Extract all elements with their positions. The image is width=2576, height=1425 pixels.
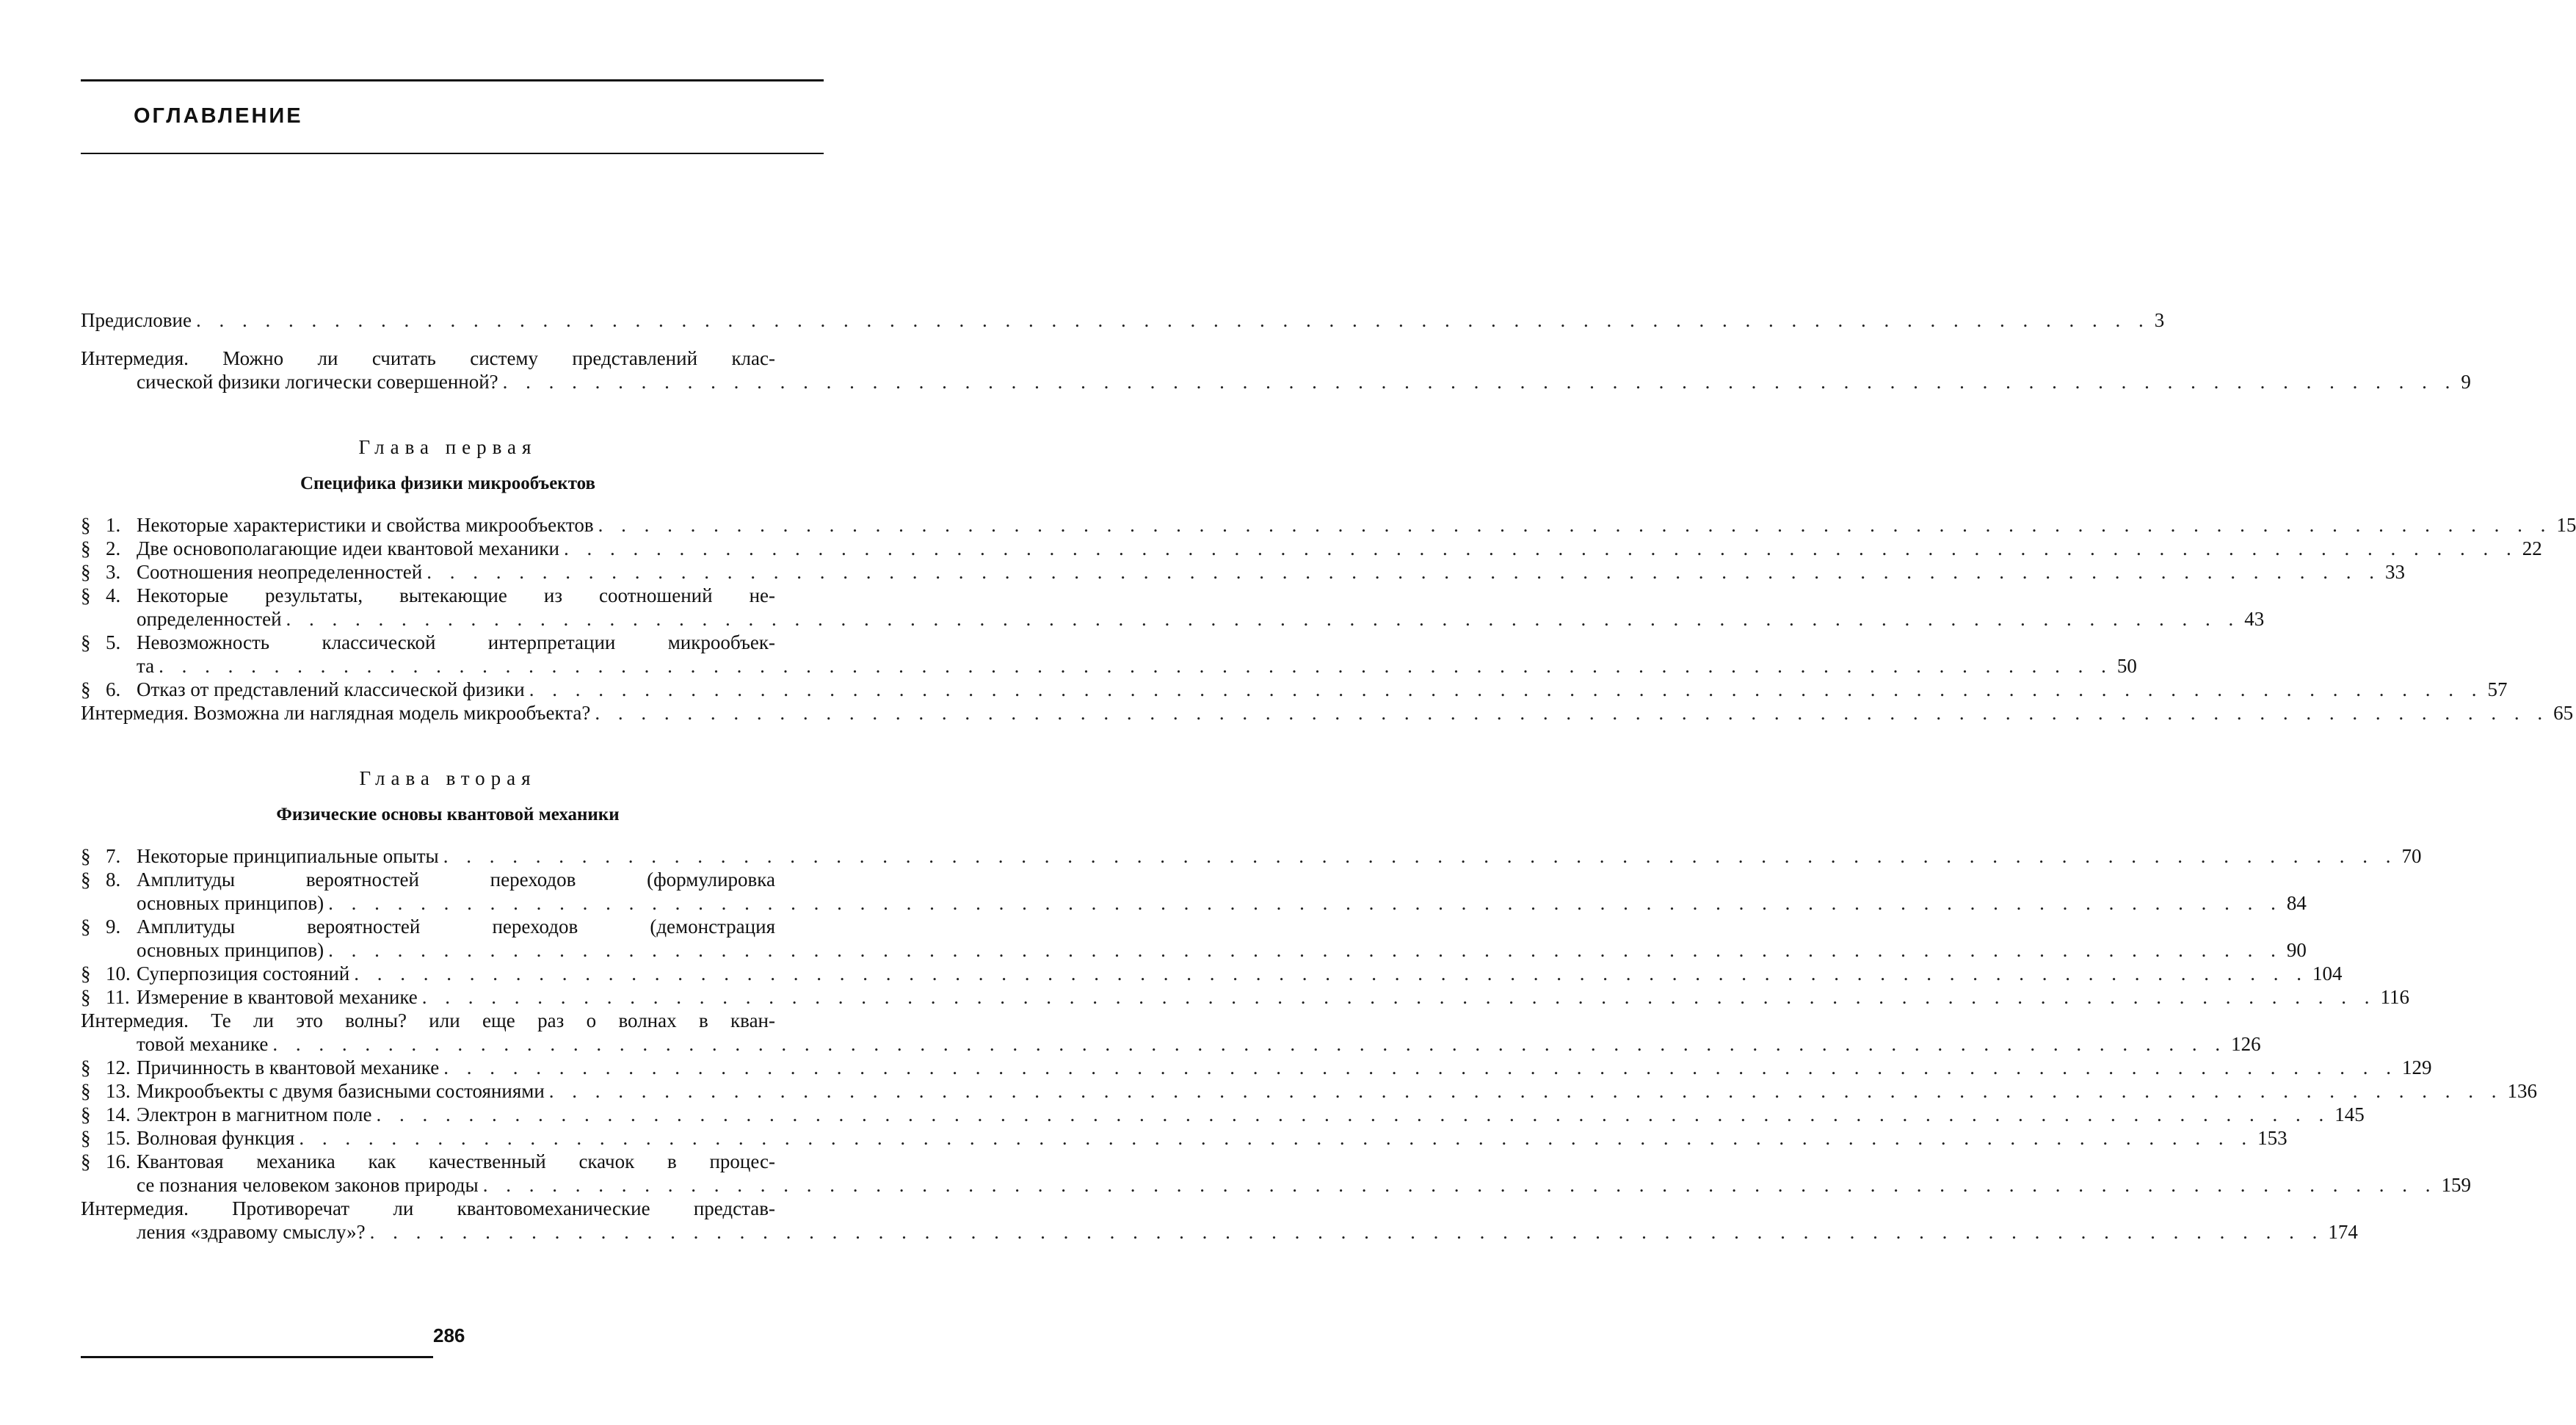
toc-entry — [81, 1197, 2358, 1244]
dot-leader — [159, 654, 2113, 678]
toc-entry-prefix — [81, 1079, 137, 1103]
page-ref: 33 — [2384, 561, 2405, 583]
entry-title-text: Микрообъекты с двумя базисными состояниями — [137, 1080, 545, 1102]
toc-entry-line — [81, 701, 2574, 725]
toc-entry — [81, 1126, 2287, 1150]
chapter-2-list — [81, 844, 2538, 1244]
toc-leader-line — [137, 1103, 2334, 1126]
entry-title-text: Амплитуды вероятностей переходов (формулировка — [137, 869, 775, 891]
toc-entry — [81, 1009, 2261, 1056]
toc-leader-line — [137, 654, 2117, 678]
dot-leader — [529, 678, 2484, 701]
page-ref: 159 — [2441, 1174, 2471, 1196]
toc-entry — [81, 631, 2137, 678]
dot-leader — [427, 560, 2381, 584]
toc-entry-text — [81, 1009, 815, 1032]
page-ref: 84 — [2286, 892, 2307, 914]
toc-entry — [81, 1056, 2432, 1079]
section-sign: § — [81, 584, 91, 606]
toc-entry-prefix — [81, 631, 137, 654]
toc-leader-line — [81, 308, 2155, 332]
toc-entry — [81, 962, 2343, 985]
section-number: 6. — [106, 678, 121, 700]
toc-entry-text — [137, 1150, 815, 1173]
section-number: 16. — [106, 1150, 131, 1172]
toc-entry-line — [81, 654, 2137, 678]
toc-entry-line — [81, 1173, 2471, 1197]
toc-entry — [81, 584, 2265, 631]
toc-entry — [81, 701, 2574, 725]
toc-entry-text — [81, 347, 815, 370]
toc-entry-text — [137, 1103, 2334, 1126]
toc-entry-text — [137, 962, 2312, 985]
toc-entry-line — [81, 915, 815, 938]
toc-entry-text — [137, 915, 815, 938]
page-ref: 3 — [2154, 309, 2165, 331]
entry-title-text: Электрон в магнитном поле — [137, 1103, 372, 1125]
toc-entry-line — [81, 370, 2471, 394]
toc-entry — [81, 985, 2410, 1009]
toc-leader-line — [137, 1079, 2508, 1103]
toc-entry — [81, 1079, 2538, 1103]
toc-entry-text — [137, 513, 2556, 537]
page-ref: 65 — [2553, 702, 2574, 724]
entry-title-text: Две основополагающие идеи квантовой механики — [137, 537, 559, 559]
toc-entry — [81, 678, 2508, 701]
toc-entry — [81, 1103, 2365, 1126]
entry-title-text: Некоторые характеристики и свойства микрообъектов — [137, 514, 594, 536]
chapter-2-title: Физические основы квантовой механики — [276, 805, 620, 824]
section-sign: § — [81, 845, 91, 867]
toc-leader-line — [137, 1032, 2231, 1056]
section-sign: § — [81, 1127, 91, 1149]
section-number: 7. — [106, 845, 121, 867]
toc-entry — [81, 537, 2542, 560]
dot-leader — [422, 985, 2376, 1009]
section-sign: § — [81, 1103, 91, 1125]
dot-leader — [443, 844, 2398, 868]
chapter-1-label: Глава первая — [358, 436, 537, 458]
toc-entry — [81, 915, 2307, 962]
section-sign: § — [81, 537, 91, 559]
toc-entry-line — [81, 584, 815, 607]
dot-leader — [328, 891, 2282, 915]
toc-entry-prefix — [81, 584, 137, 607]
toc-entry-prefix — [81, 1056, 137, 1079]
dot-leader — [443, 1056, 2398, 1079]
entry-title-text: Некоторые принципиальные опыты — [137, 845, 439, 867]
entry-title-text: Соотношения неопределенностей — [137, 561, 423, 583]
toc-entry-line — [81, 1103, 2365, 1126]
section-sign: § — [81, 962, 91, 985]
entry-title-text: сической физики логически совершенной? — [137, 371, 498, 393]
section-sign: § — [81, 1056, 91, 1078]
toc-entry-prefix — [81, 868, 137, 891]
dot-leader — [299, 1126, 2253, 1150]
toc-entry-text — [137, 1079, 2508, 1103]
toc-entry — [81, 308, 2165, 332]
toc-leader-line — [137, 370, 2461, 394]
toc-entry-text — [137, 654, 2117, 678]
toc-entry-text — [137, 584, 815, 607]
section-sign: § — [81, 678, 91, 700]
toc-entry-text — [81, 1197, 815, 1220]
toc-entry — [81, 1150, 2471, 1197]
page-ref: 153 — [2257, 1127, 2287, 1149]
toc-entry-prefix — [81, 962, 137, 985]
toc-leader-line — [137, 962, 2312, 985]
toc-entry-prefix — [81, 537, 137, 560]
toc-entry-prefix — [81, 915, 137, 938]
page-ref: 57 — [2487, 678, 2508, 700]
entry-title-text: Квантовая механика как качественный скачок в процес- — [137, 1150, 775, 1172]
toc-entry-text — [137, 868, 815, 891]
section-sign: § — [81, 1150, 91, 1172]
toc-entry — [81, 513, 2576, 537]
section-sign: § — [81, 561, 91, 583]
section-number: 2. — [106, 537, 121, 559]
toc-entry-text — [137, 1032, 2231, 1056]
toc-entry-line — [81, 678, 2508, 701]
entry-title-text: определенностей — [137, 608, 282, 630]
page-ref: 116 — [2380, 986, 2410, 1008]
top-rule — [81, 79, 824, 81]
dot-leader — [595, 701, 2549, 725]
page-ref: 126 — [2231, 1033, 2261, 1055]
toc-entry-text — [137, 370, 2461, 394]
section-number: 9. — [106, 915, 121, 938]
dot-leader — [483, 1173, 2437, 1197]
section-number: 4. — [106, 584, 121, 606]
entry-title-text: Волновая функция — [137, 1127, 295, 1149]
toc-leader-line — [137, 938, 2287, 962]
toc-entry-prefix — [81, 1150, 137, 1173]
entry-title-text: Интермедия. Те ли это волны? или еще раз о волнах в кван- — [81, 1009, 775, 1031]
toc-entry-prefix — [81, 560, 137, 584]
section-sign: § — [81, 1080, 91, 1102]
toc-entry-line — [81, 1126, 2287, 1150]
page-ref: 50 — [2116, 655, 2137, 677]
dot-leader — [564, 537, 2518, 560]
section-number: 13. — [106, 1080, 131, 1102]
table-of-contents — [81, 308, 2576, 1244]
entry-title-text: Некоторые результаты, вытекающие из соотношений не- — [137, 584, 775, 606]
toc-leader-line — [137, 985, 2381, 1009]
entry-title-text: Интермедия. Возможна ли наглядная модель микрообъекта? — [81, 702, 591, 724]
toc-entry — [81, 347, 2471, 394]
toc-entry-line — [81, 1056, 2432, 1079]
toc-entry-text — [137, 891, 2287, 915]
entry-title-text: Амплитуды вероятностей переходов (демонстрация — [137, 915, 775, 938]
section-sign: § — [81, 631, 91, 653]
toc-leader-line — [137, 537, 2522, 560]
toc-entry-prefix — [81, 1126, 137, 1150]
entry-title-text: Измерение в квантовой механике — [137, 986, 418, 1008]
toc-leader-line — [137, 513, 2556, 537]
chapter-1-title: Специфика физики микрообъектов — [300, 474, 596, 493]
toc-entry-text — [137, 560, 2385, 584]
toc-entry-text — [137, 1173, 2441, 1197]
entry-title-text: ления «здравому смыслу»? — [137, 1221, 366, 1243]
section-sign: § — [81, 869, 91, 891]
title-rule — [81, 153, 824, 154]
page-ref: 136 — [2507, 1080, 2538, 1102]
toc-entry-text — [137, 844, 2401, 868]
toc-leader-line — [137, 560, 2385, 584]
toc-entry-line — [81, 1079, 2538, 1103]
toc-leader-line — [137, 1173, 2441, 1197]
toc-leader-line — [81, 701, 2553, 725]
toc-entry-line — [81, 1150, 815, 1173]
entry-title-text: основных принципов) — [137, 892, 324, 914]
toc-entry-line — [81, 1220, 2358, 1244]
toc-leader-line — [137, 844, 2401, 868]
toc-entry-text — [137, 537, 2522, 560]
toc-entry-line — [81, 560, 2405, 584]
toc-entry-line — [81, 1009, 815, 1032]
section-number: 12. — [106, 1056, 131, 1078]
toc-entry-line — [81, 985, 2410, 1009]
toc-leader-line — [137, 891, 2287, 915]
toc-entry-line — [81, 347, 815, 370]
section-number: 1. — [106, 514, 121, 536]
page-ref: 90 — [2286, 939, 2307, 961]
toc-entry-line — [81, 938, 2307, 962]
toc-leader-line — [137, 1056, 2402, 1079]
toc-entry-prefix — [81, 985, 137, 1009]
toc-entry-line — [81, 631, 815, 654]
dot-leader — [377, 1103, 2331, 1126]
dot-leader — [549, 1079, 2503, 1103]
section-sign: § — [81, 915, 91, 938]
toc-entry — [81, 868, 2307, 915]
entry-title-text: товой механике — [137, 1033, 269, 1055]
toc-entry-line — [81, 513, 2576, 537]
toc-entry-line — [81, 844, 2422, 868]
section-number: 15. — [106, 1127, 131, 1149]
toc-entry-line — [81, 607, 2265, 631]
dot-leader — [598, 513, 2553, 537]
bottom-rule — [81, 1356, 433, 1358]
page-title: ОГЛАВЛЕНИЕ — [134, 104, 303, 128]
toc-entry-prefix — [81, 1103, 137, 1126]
page-number: 286 — [433, 1324, 465, 1346]
page-ref: 9 — [2461, 371, 2471, 393]
toc-leader-line — [137, 678, 2488, 701]
toc-entry-line — [81, 962, 2343, 985]
toc-entry-text — [81, 701, 2553, 725]
front-matter-list — [81, 308, 2471, 394]
toc-entry — [81, 560, 2405, 584]
toc-entry-prefix — [81, 844, 137, 868]
entry-title-text: Предисловие — [81, 309, 192, 331]
page-ref: 174 — [2328, 1221, 2358, 1243]
toc-leader-line — [137, 607, 2244, 631]
dot-leader — [503, 370, 2457, 394]
chapter-1-list — [81, 513, 2576, 725]
entry-title-text: Невозможность классической интерпретации микрообъек- — [137, 631, 775, 653]
toc-entry-text — [137, 1056, 2402, 1079]
toc-entry-line — [81, 308, 2165, 332]
toc-entry-text — [137, 938, 2287, 962]
entry-title-text: основных принципов) — [137, 939, 324, 961]
toc-entry-text — [137, 631, 815, 654]
section-number: 10. — [106, 962, 131, 985]
chapter-2-label: Глава вторая — [359, 767, 537, 789]
toc-entry-text — [81, 308, 2155, 332]
page-ref: 43 — [2244, 608, 2265, 630]
dot-leader — [286, 607, 2241, 631]
toc-entry-text — [137, 678, 2488, 701]
toc-entry-text — [137, 607, 2244, 631]
page-ref: 104 — [2312, 962, 2343, 985]
page-ref: 70 — [2401, 845, 2422, 867]
toc-entry — [81, 844, 2422, 868]
toc-entry-line — [81, 891, 2307, 915]
page-ref: 129 — [2401, 1056, 2432, 1078]
toc-leader-line — [137, 1126, 2257, 1150]
toc-entry-text — [137, 1126, 2257, 1150]
page-ref: 145 — [2334, 1103, 2365, 1125]
toc-leader-line — [137, 1220, 2328, 1244]
dot-leader — [370, 1220, 2324, 1244]
dot-leader — [196, 308, 2150, 332]
toc-entry-line — [81, 1197, 815, 1220]
toc-entry-line — [81, 1032, 2261, 1056]
section-number: 3. — [106, 561, 121, 583]
section-number: 5. — [106, 631, 121, 653]
dot-leader — [272, 1032, 2227, 1056]
toc-entry-line — [81, 868, 815, 891]
section-number: 14. — [106, 1103, 131, 1125]
dot-leader — [354, 962, 2308, 985]
toc-entry-prefix — [81, 513, 137, 537]
entry-title-text: Суперпозиция состояний — [137, 962, 350, 985]
section-sign: § — [81, 986, 91, 1008]
entry-title-text: та — [137, 655, 155, 677]
page-ref: 15 — [2556, 514, 2576, 536]
toc-entry-text — [137, 985, 2381, 1009]
entry-title-text: Отказ от представлений классической физики — [137, 678, 525, 700]
toc-entry-prefix — [81, 678, 137, 701]
section-number: 8. — [106, 869, 121, 891]
entry-title-text: Причинность в квантовой механике — [137, 1056, 440, 1078]
entry-title-text: се познания человеком законов природы — [137, 1174, 479, 1196]
section-number: 11. — [106, 986, 130, 1008]
section-sign: § — [81, 514, 91, 536]
entry-title-text: Интермедия. Можно ли считать систему представлений клас- — [81, 347, 775, 369]
toc-entry-text — [137, 1220, 2328, 1244]
dot-leader — [328, 938, 2282, 962]
toc-entry-line — [81, 537, 2542, 560]
page-ref: 22 — [2522, 537, 2542, 559]
entry-title-text: Интермедия. Противоречат ли квантовомеханические представ- — [81, 1197, 775, 1219]
